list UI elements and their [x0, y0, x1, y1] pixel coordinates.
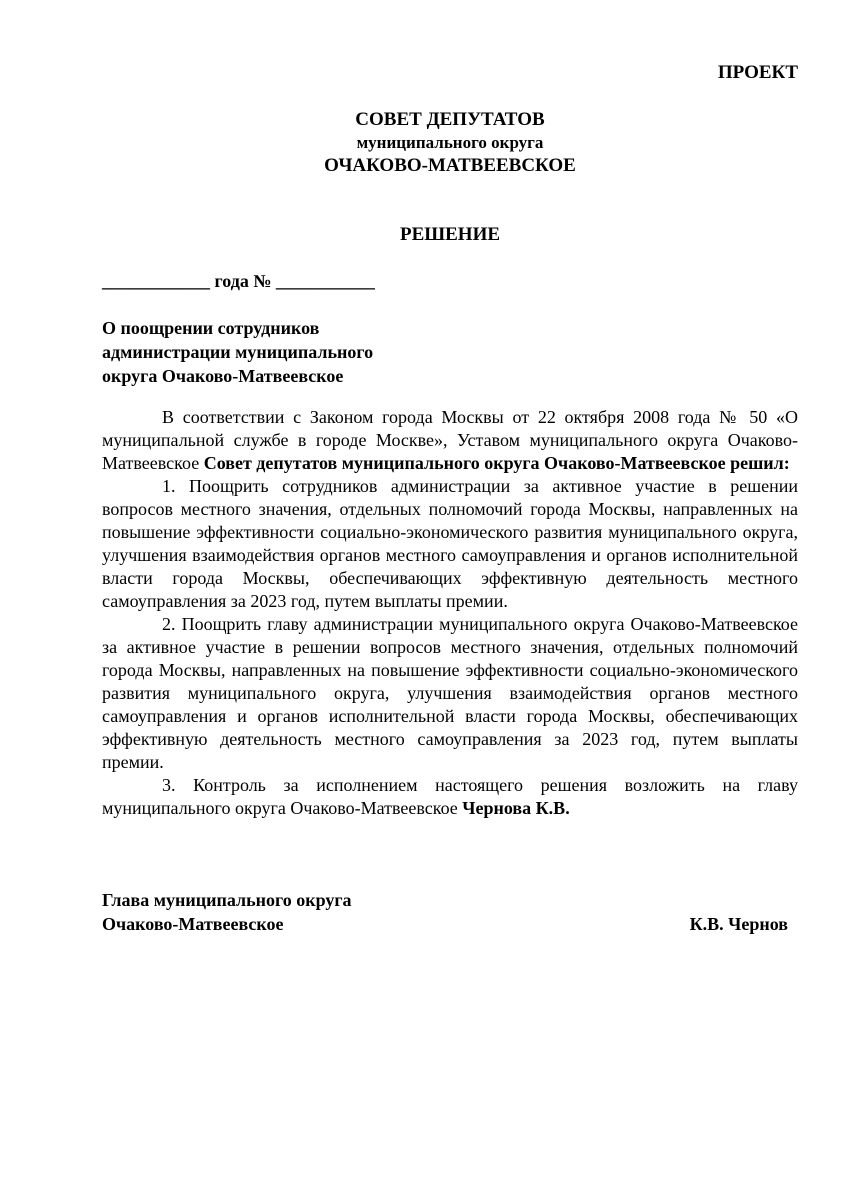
signature-name: К.В. Чернов: [689, 914, 788, 934]
decision-subject: [102, 316, 373, 388]
council-name: СОВЕТ ДЕПУТАТОВ: [355, 109, 545, 130]
subject-line: администрации муниципального: [102, 342, 374, 362]
item-paragraph-3: [102, 774, 798, 820]
subject-line: округа Очаково-Матвеевское: [102, 366, 344, 386]
item-text: 3. Контроль за исполнением настоящего решения возложить на главу муниципального округа Очаково-Матвеевское: [102, 775, 798, 818]
district-name: ОЧАКОВО-МАТВЕЕВСКОЕ: [324, 155, 576, 176]
preamble-paragraph: [102, 406, 798, 475]
signature-row: [102, 912, 788, 936]
subject-line: О поощрении сотрудников: [102, 318, 320, 338]
preamble-text: В соответствии с Законом города Москвы от 22 октября 2008 года № 50 «О муниципальной службе в городе Москве», Уставом муниципального округа Очаково-Матвеевское: [102, 407, 798, 473]
signature-block: [102, 888, 788, 936]
decision-title: РЕШЕНИЕ: [399, 224, 501, 245]
signature-title-line2: Очаково-Матвеевское: [102, 914, 284, 934]
preamble-resolution: Совет депутатов муниципального округа Очаково-Матвеевское решил:: [203, 453, 790, 473]
item-text: 2. Поощрить главу администрации муниципального округа Очаково-Матвеевское за активное участие в решении вопросов местного значения, отдельных полномочий города Москвы, направленных на повышение эффективности социально-экономического развития муниципального округа, улучшения взаимодействия органов местного самоуправления и органов исполнительной власти города Москвы, обеспечивающих эффективную деятельность местного самоуправления за 2023 год, путем выплаты премии.: [102, 614, 798, 772]
signature-title-line1: Глава муниципального округа: [102, 890, 352, 910]
item-bold-name: Чернова К.В.: [462, 798, 570, 818]
item-paragraph-1: [102, 475, 798, 613]
item-text: 1. Поощрить сотрудников администрации за активное участие в решении вопросов местного значения, отдельных полномочий города Москвы, направленных на повышение эффективности социально-экономического развития муниципального округа, улучшения взаимодействия органов местного самоуправления и органов исполнительной власти города Москвы, обеспечивающих эффективную деятельность местного самоуправления за 2023 год, путем выплаты премии.: [102, 476, 798, 611]
date-number-line: ____________ года № ___________: [102, 271, 375, 291]
draft-mark: ПРОЕКТ: [717, 62, 798, 83]
document-header: [0, 108, 848, 178]
decision-body: [102, 406, 798, 820]
council-subtitle: муниципального округа: [356, 133, 544, 152]
item-paragraph-2: [102, 613, 798, 774]
